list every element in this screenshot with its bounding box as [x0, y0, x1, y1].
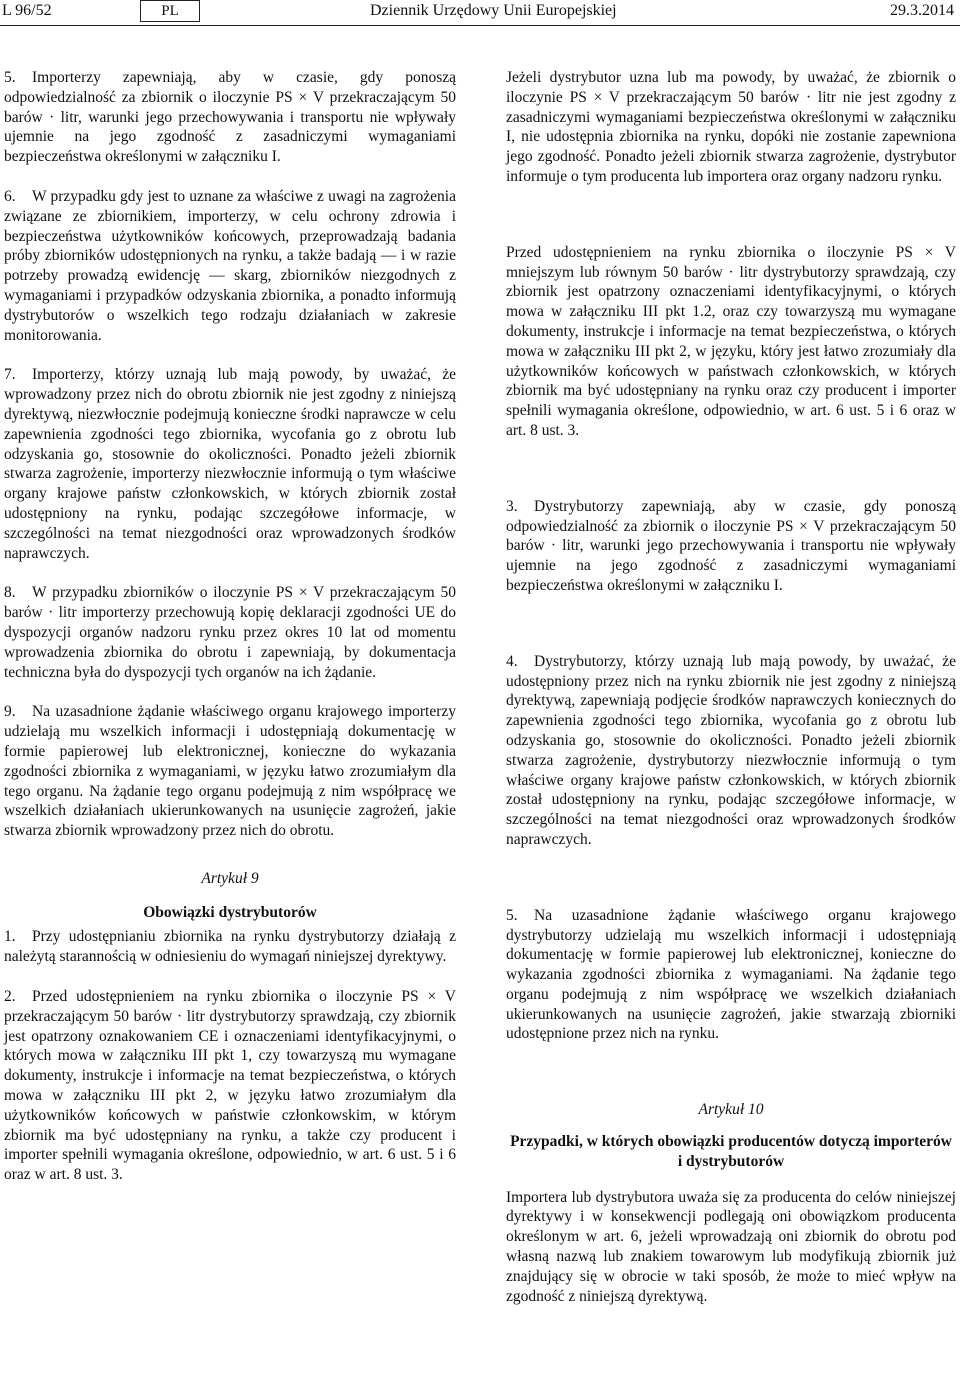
paragraph-distributor-noncompliance: Jeżeli dystrybutor uzna lub ma powody, by uważać, że zbiornik o iloczynie PS × V przekraczającym 50 barów · litr nie jest zgodny z zasadniczymi wymaganiami bezpieczeństwa określonymi w załączniku I, nie udostępnia zbiornika na rynku, dopóki nie zostanie zapewniona jego zgodność. Ponadto jeżeli zbiornik stwarza zagrożenie, dystrybutor informuje o tym producenta lub importera oraz organy nadzoru rynku.: [506, 69, 956, 185]
paragraph-4: [506, 652, 956, 850]
paragraph-number: 1.: [4, 928, 16, 946]
paragraph-text: Przy udostępnianiu zbiornika na rynku dystrybutorzy działają z należytą starannością w odniesieniu do wymagań niniejszej dyrektywy.: [4, 928, 456, 966]
paragraph-text: Przed udostępnieniem na rynku zbiornika o iloczynie PS × V przekraczającym 50 barów · litr dystrybutorzy sprawdzają, czy zbiornik jest opatrzony oznakowaniem CE i oznaczeniami identyfikacyjnymi, o których mowa w załączniku III pkt 1, czy towarzyszą mu wymagane dokumenty, instrukcje i informacje na temat bezpieczeństwa, o których mowa w załączniku III pkt 2, w języku łatwo zrozumiałym dla użytkowników końcowych w państwie członkowskim, w którym zbiornik ma być udostępniany na rynku, a także czy producent i importer spełnili wymagania określone, odpowiednio, w art. 6 ust. 5 i 6 oraz w art. 8 ust. 3.: [4, 988, 456, 1184]
paragraph-6: [4, 187, 456, 345]
paragraph-text: Dystrybutorzy, którzy uznają lub mają powody, by uważać, że udostępniony przez nich na rynku zbiornik nie jest zgodny z niniejszą dyrektywą, zapewniają podjęcie środków naprawczych koniecznych do zapewnienia zgodności tego zbiornika, wycofania go z obrotu lub odzyskania go, stosownie do okoliczności. Ponadto jeżeli zbiornik stwarza zagrożenie, dystrybutorzy niezwłocznie informują o tym właściwe organy krajowe państw członkowskich, w których zbiornik został udostępniony na rynku, podając szczegółowe informacje, w szczególności na temat niezgodności oraz wprowadzonych środków naprawczych.: [506, 652, 956, 848]
article-10-heading: Artykuł 10: [698, 1101, 764, 1119]
paragraph-text: W przypadku zbiorników o iloczynie PS × V przekraczającym 50 barów · litr importerzy przechowują kopię deklaracji zgodności UE do dyspozycji organów nadzoru rynku przez okres 10 lat od momentu wprowadzenia zbiornika do obrotu i zapewniają, by dokumentacja techniczna była do dyspozycji tych organów na ich żądanie.: [4, 584, 456, 681]
paragraph-number: 8.: [4, 584, 16, 602]
language-badge: PL: [140, 0, 200, 22]
paragraph-number: 7.: [4, 366, 16, 384]
paragraph-number: 9.: [4, 703, 16, 721]
paragraph-5: [4, 68, 456, 167]
paragraph-text: Na uzasadnione żądanie właściwego organu krajowego dystrybutorzy udzielają mu wszelkich informacji i udostępniają dokumentację w formie papierowej lub elektronicznej, konieczne do wykazania zgodności zbiornika z wymaganiami. Na żądanie tego organu podejmują z nim współpracę we wszelkich działaniach ukierunkowanych na usunięcie zagrożeń, jakie stwarzają zbiorniki udostępnione przez nich na rynku.: [506, 906, 956, 1043]
paragraph-number: 3.: [506, 497, 518, 515]
article-10-paragraph: Importera lub dystrybutora uważa się za producenta do celów niniejszej dyrektywy i w konsekwencji podlegają oni obowiązkom producenta określonym w art. 6, jeżeli wprowadzają oni zbiornik do obrotu pod własną nazwą lub znakiem towarowym lub modyfikują zbiornik już znajdujący się w obrocie w taki sposób, że może to mieć wpływ na zgodność z niniejszą dyrektywą.: [506, 1188, 956, 1305]
paragraph-number: 2.: [4, 988, 16, 1006]
paragraph-number: 6.: [4, 187, 16, 205]
paragraph-distributor-checks: Przed udostępnieniem na rynku zbiornika o iloczynie PS × V mniejszym lub równym 50 barów · litr dystrybutorzy sprawdzają, czy zbiornik jest opatrzony oznaczeniami identyfikacyjnymi, o których mowa w załączniku III pkt 1.2, oraz czy towarzyszą mu wymagane dokumenty, instrukcje i informacje na temat bezpieczeństwa, o których mowa w załączniku III pkt 2, w języku, który jest łatwo zrozumiały dla użytkowników końcowych w państwach członkowskich, w których zbiornik ma być udostępniany na rynku oraz czy producent i importer spełnili wymagania określone, odpowiednio, w art. 6 ust. 5 i 6 oraz w art. 8 ust. 3.: [506, 243, 956, 439]
article-9-paragraph-1: [4, 927, 456, 967]
paragraph-number: 5.: [506, 906, 518, 924]
article-9-paragraph-2: [4, 987, 456, 1185]
header-rule: [0, 25, 960, 26]
paragraph-text: Dystrybutorzy zapewniają, aby w czasie, gdy ponoszą odpowiedzialność za zbiornik o iloczynie PS × V przekraczającym 50 barów · litr, warunki jego przechowywania i transportu nie wpływały ujemnie na jego zgodność z zasadniczymi wymaganiami bezpieczeństwa określonymi w załączniku I.: [506, 497, 956, 594]
publication-date: 29.3.2014: [890, 2, 954, 19]
paragraph-number: 4.: [506, 652, 518, 670]
paragraph-7: [4, 365, 456, 563]
article-9-title: Obowiązki dystrybutorów: [143, 903, 317, 921]
paragraph-3: [506, 497, 956, 596]
article-10-title: Przypadki, w których obowiązki producentów dotyczą importerów i dystrybutorów: [510, 1133, 952, 1170]
journal-title: Dziennik Urzędowy Unii Europejskiej: [370, 2, 617, 19]
paragraph-9: [4, 702, 456, 841]
paragraph-text: Importerzy, którzy uznają lub mają powody, by uważać, że wprowadzony przez nich do obrotu zbiornik nie jest zgodny z niniejszą dyrektywą, niezwłocznie podejmują konieczne środki naprawcze w celu zapewnienia zgodności tego zbiornika, wycofania go z obrotu lub odzyskania go, stosownie do okoliczności. Ponadto jeżeli zbiornik stwarza zagrożenie, importerzy niezwłocznie informują o tym właściwe organy krajowe państw członkowskich, w których zbiornik został udostępniony na rynku, podając szczegółowe informacje, w szczególności na temat niezgodności oraz wprowadzonych środków naprawczych.: [4, 366, 456, 562]
paragraph-5: [506, 906, 956, 1045]
page-header: [0, 0, 960, 26]
paragraph-text: Na uzasadnione żądanie właściwego organu krajowego importerzy udzielają mu wszelkich informacji i udostępniają dokumentację w formie papierowej lub elektronicznej, konieczne do wykazania zgodności zbiornika z wymaganiami, w języku łatwo zrozumiałym dla tego organu. Na żądanie tego organu podejmują z nim współpracę we wszelkich działaniach ukierunkowanych na usunięcie zagrożeń, jakie stwarza zbiornik wprowadzony przez nich do obrotu.: [4, 703, 456, 840]
paragraph-8: [4, 583, 456, 682]
page-reference: L 96/52: [2, 2, 52, 19]
article-9-heading: Artykuł 9: [201, 869, 259, 887]
right-column: [506, 68, 956, 1306]
paragraph-text: Importerzy zapewniają, aby w czasie, gdy ponoszą odpowiedzialność za zbiornik o iloczynie PS × V przekraczającym 50 barów · litr, warunki jego przechowywania i transportu nie wpływały ujemnie na jego zgodność z zasadniczymi wymaganiami bezpieczeństwa określonymi w załączniku I.: [4, 69, 456, 166]
paragraph-text: W przypadku gdy jest to uznane za właściwe z uwagi na zagrożenia związane ze zbiornikiem, importerzy, w celu ochrony zdrowia i bezpieczeństwa użytkowników końcowych, przeprowadzają badania próby zbiorników udostępnionych na rynku, a także badają — i w razie potrzeby prowadzą ewidencję — skarg, zbiorników niezgodnych z wymaganiami i przypadków odzyskania zbiornika, a ponadto informują dystrybutorów o wszelkich tego rodzaju działaniach w zakresie monitorowania.: [4, 187, 456, 344]
paragraph-number: 5.: [4, 69, 16, 86]
left-column: [4, 68, 456, 1185]
